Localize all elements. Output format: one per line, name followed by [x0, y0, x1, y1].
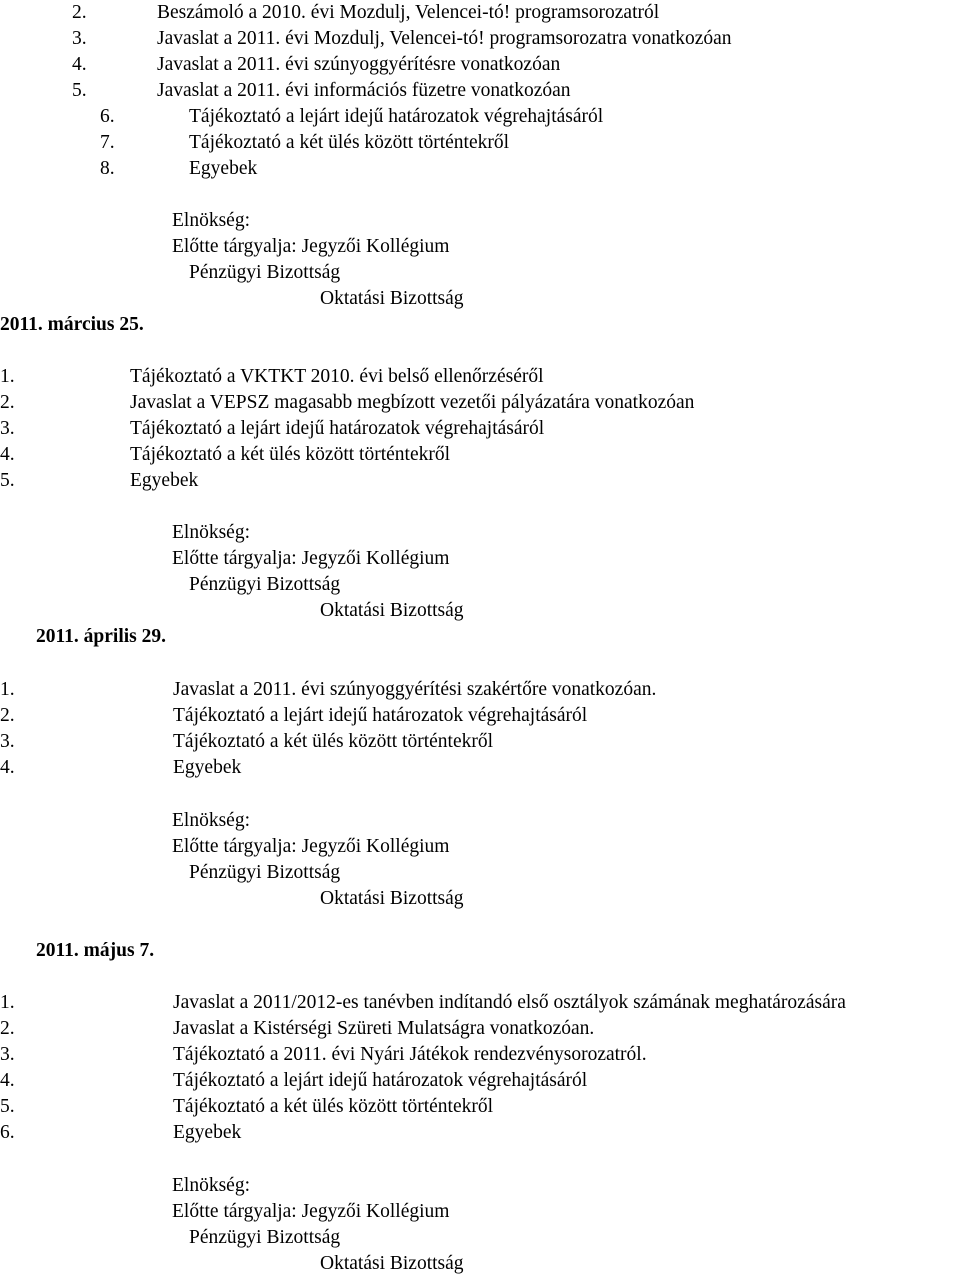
agenda-item-text: Tájékoztató a lejárt idejű határozatok végrehajtásáról	[189, 106, 604, 127]
meeting-date: 2011. május 7.	[36, 940, 155, 961]
agenda-item-number: 5.	[0, 1096, 15, 1117]
agenda-item-text: Tájékoztató a lejárt idejű határozatok végrehajtásáról	[173, 1070, 588, 1091]
agenda-item-number: 4.	[0, 757, 15, 778]
oktatasi-bizottsag: Oktatási Bizottság	[320, 288, 464, 309]
oktatasi-bizottsag: Oktatási Bizottság	[320, 600, 464, 621]
agenda-item-text: Tájékoztató a két ülés között történtekről	[173, 1096, 494, 1117]
elnokseg-label: Elnökség:	[172, 210, 250, 231]
agenda-item-text: Tájékoztató a két ülés között történtekről	[189, 132, 510, 153]
agenda-item-text: Tájékoztató a lejárt idejű határozatok végrehajtásáról	[130, 418, 545, 439]
agenda-item-text: Tájékoztató a 2011. évi Nyári Játékok rendezvénysorozatról.	[173, 1044, 647, 1065]
agenda-item-number: 2.	[72, 2, 87, 23]
agenda-item-text: Egyebek	[173, 1122, 242, 1143]
agenda-item-text: Javaslat a 2011/2012-es tanévben indítandó első osztályok számának meghatározására	[173, 992, 846, 1013]
agenda-item-text: Javaslat a 2011. évi szúnyoggyérítésre vonatkozóan	[157, 54, 561, 75]
agenda-item-number: 4.	[72, 54, 87, 75]
agenda-item-text: Tájékoztató a két ülés között történtekről	[130, 444, 451, 465]
agenda-item-number: 6.	[0, 1122, 15, 1143]
agenda-item-number: 3.	[0, 731, 15, 752]
agenda-item-number: 1.	[0, 366, 15, 387]
agenda-item-number: 8.	[100, 158, 115, 179]
meeting-date: 2011. március 25.	[0, 314, 144, 335]
agenda-item-text: Javaslat a 2011. évi szúnyoggyérítési szakértőre vonatkozóan.	[173, 679, 657, 700]
agenda-item-text: Egyebek	[189, 158, 258, 179]
agenda-item-number: 3.	[72, 28, 87, 49]
agenda-item-text: Egyebek	[173, 757, 242, 778]
elotte-targyalja: Előtte tárgyalja: Jegyzői Kollégium	[172, 236, 450, 257]
elnokseg-label: Elnökség:	[172, 1175, 250, 1196]
elotte-targyalja: Előtte tárgyalja: Jegyzői Kollégium	[172, 836, 450, 857]
elotte-targyalja: Előtte tárgyalja: Jegyzői Kollégium	[172, 548, 450, 569]
penzugyi-bizottsag: Pénzügyi Bizottság	[189, 862, 341, 883]
agenda-item-text: Tájékoztató a két ülés között történtekről	[173, 731, 494, 752]
agenda-item-text: Javaslat a 2011. évi Mozdulj, Velencei-tó! programsorozatra vonatkozóan	[157, 28, 732, 49]
agenda-item-number: 2.	[0, 1018, 15, 1039]
agenda-item-number: 2.	[0, 392, 15, 413]
agenda-item-text: Javaslat a 2011. évi információs füzetre vonatkozóan	[157, 80, 571, 101]
agenda-item-number: 5.	[72, 80, 87, 101]
agenda-item-text: Beszámoló a 2010. évi Mozdulj, Velencei-tó! programsorozatról	[157, 2, 660, 23]
agenda-item-text: Javaslat a VEPSZ magasabb megbízott vezetői pályázatára vonatkozóan	[130, 392, 695, 413]
elnokseg-label: Elnökség:	[172, 522, 250, 543]
penzugyi-bizottsag: Pénzügyi Bizottság	[189, 1227, 341, 1248]
agenda-item-text: Tájékoztató a VKTKT 2010. évi belső ellenőrzéséről	[130, 366, 544, 387]
meeting-date: 2011. április 29.	[36, 626, 167, 647]
penzugyi-bizottsag: Pénzügyi Bizottság	[189, 574, 341, 595]
agenda-item-number: 4.	[0, 1070, 15, 1091]
agenda-item-text: Egyebek	[130, 470, 199, 491]
penzugyi-bizottsag: Pénzügyi Bizottság	[189, 262, 341, 283]
agenda-item-number: 7.	[100, 132, 115, 153]
agenda-item-text: Javaslat a Kistérségi Szüreti Mulatságra vonatkozóan.	[173, 1018, 595, 1039]
elnokseg-label: Elnökség:	[172, 810, 250, 831]
oktatasi-bizottsag: Oktatási Bizottság	[320, 1253, 464, 1274]
agenda-item-number: 6.	[100, 106, 115, 127]
agenda-item-number: 2.	[0, 705, 15, 726]
agenda-item-number: 1.	[0, 992, 15, 1013]
agenda-item-number: 3.	[0, 418, 15, 439]
agenda-item-number: 1.	[0, 679, 15, 700]
agenda-item-number: 4.	[0, 444, 15, 465]
elotte-targyalja: Előtte tárgyalja: Jegyzői Kollégium	[172, 1201, 450, 1222]
agenda-item-number: 5.	[0, 470, 15, 491]
agenda-item-text: Tájékoztató a lejárt idejű határozatok végrehajtásáról	[173, 705, 588, 726]
agenda-item-number: 3.	[0, 1044, 15, 1065]
oktatasi-bizottsag: Oktatási Bizottság	[320, 888, 464, 909]
